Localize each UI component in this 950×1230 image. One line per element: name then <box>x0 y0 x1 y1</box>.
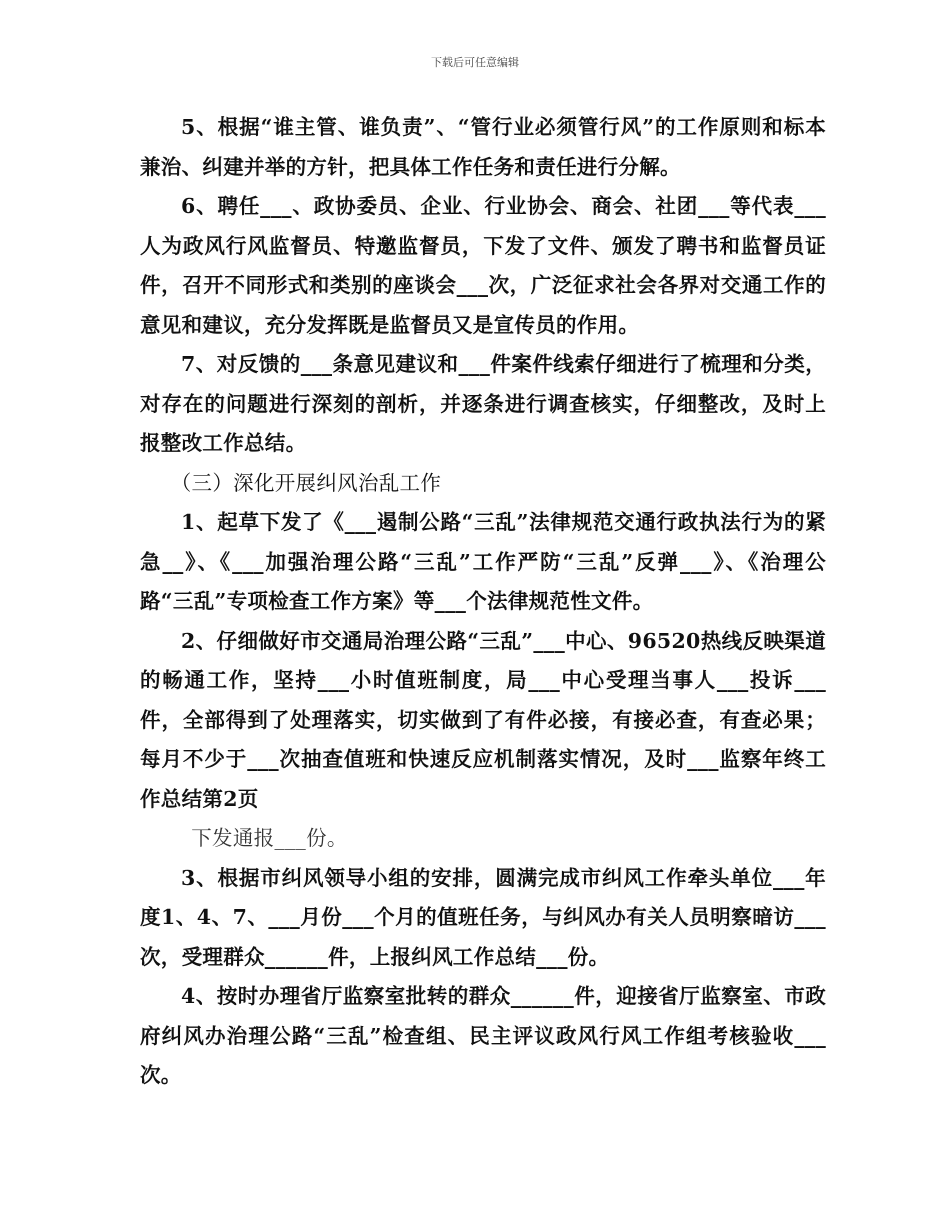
paragraph-7: 7、对反馈的___条意见建议和___件案件线索仔细进行了梳理和分类，对存在的问题进行深刻的剖析，并逐条进行调查核实，仔细整改，及时上报整改工作总结。 <box>140 352 826 455</box>
header-note: 下载后可任意编辑 <box>431 56 519 69</box>
document-body <box>140 108 826 1096</box>
paragraph-section3-item4: 4、按时办理省厅监察室批转的群众______件，迎接省厅监察室、市政府纠风办治理公路“三乱”检查组、民主评议政风行风工作组考核验收___次。 <box>140 984 826 1087</box>
paragraph-section3-item3: 3、根据市纠风领导小组的安排，圆满完成市纠风工作牵头单位___年度1、4、7、___月份___个月的值班任务，与纠风办有关人员明察暗访___次，受理群众______件，上报纠风工作总结___份。 <box>140 865 826 969</box>
section-heading-3: （三）深化开展纠风治乱工作 <box>170 470 442 495</box>
paragraph-section3-item1: 1、起草下发了《___遏制公路“三乱”法律规范交通行政执法行为的紧急__》、《___加强治理公路“三乱”工作严防“三乱”反弹___》、《治理公路“三乱”专项检查工作方案》等___个法律规范性文件。 <box>140 510 826 613</box>
paragraph-section3-item2-continued: 下发通报___份。 <box>191 826 348 850</box>
paragraph-5: 5、根据“谁主管、谁负责”、“管行业必须管行风”的工作原则和标本兼治、纠建并举的方针，把具体工作任务和责任进行分解。 <box>140 115 826 179</box>
paragraph-section3-item2: 2、仔细做好市交通局治理公路“三乱”___中心、96520热线反映渠道的畅通工作，坚持___小时值班制度，局___中心受理当事人___投诉___件，全部得到了处理落实，切实做到了有件必接，有接必查，有查必果；每月不少于___次抽查值班和快速反应机制落实情况，及时___监察年终工作总结第2页 <box>140 628 826 811</box>
paragraph-6: 6、聘任___、政协委员、企业、行业协会、商会、社团___等代表___人为政风行风监督员、特邀监督员，下发了文件、颁发了聘书和监督员证件，召开不同形式和类别的座谈会___次，广泛征求社会各界对交通工作的意见和建议，充分发挥既是监督员又是宣传员的作用。 <box>140 194 826 337</box>
